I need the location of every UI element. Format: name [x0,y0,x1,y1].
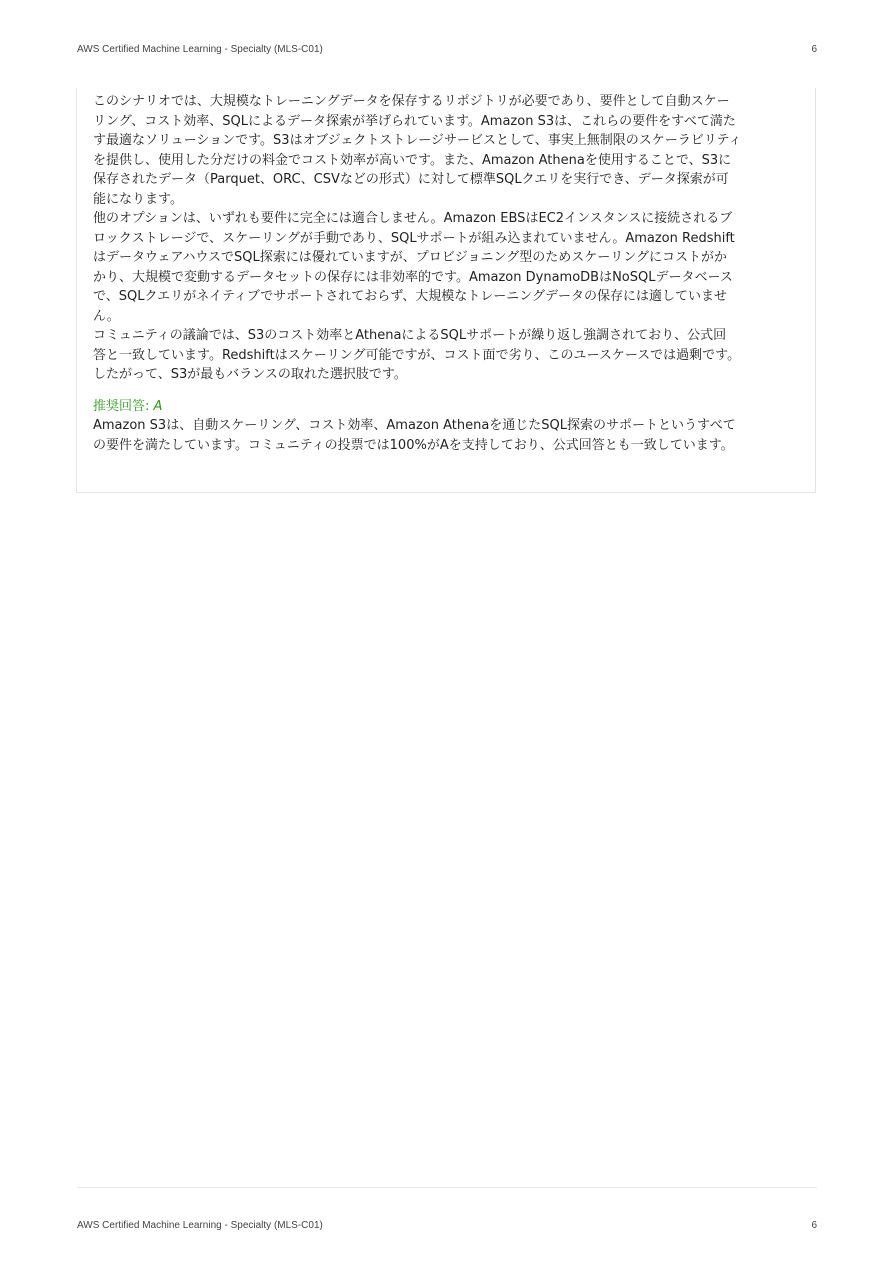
text-line: ん。 [93,308,120,324]
footer-page-number: 6 [811,1220,817,1231]
page-header [77,44,817,55]
page-footer [77,1220,817,1231]
paragraph-community [93,326,813,385]
text-line: したがって、S3が最もバランスの取れた選択肢です。 [93,367,407,382]
footer-divider [77,1187,817,1188]
text-line: かり、大規模で変動するデータセットの保存には非効率的です。Amazon DynamoDBはNoSQLデータベース [93,269,733,285]
text-line: コミュニティの議論では、S3のコスト効率とAthenaによるSQLサポートが繰り返し強調されており、公式回 [93,328,727,343]
text-line: 答と一致しています。Redshiftはスケーリング可能ですが、コスト面で劣り、このユースケースでは過剰です。 [93,347,741,363]
text-line: を提供し、使用した分だけの料金でコスト効率が高いです。また、Amazon Athenaを使用することで、S3に [93,152,732,168]
text-line: 保存されたデータ（Parquet、ORC、CSVなどの形式）に対して標準SQLクエリを実行でき、データ探索が可 [93,172,729,187]
text-line: で、SQLクエリがネイティブでサポートされておらず、大規模なトレーニングデータの保存には適していませ [93,289,727,304]
header-page-number: 6 [811,44,817,55]
recommended-answer-label: 推奨回答: [93,398,150,414]
text-line: す最適なソリューションです。S3はオブジェクトストレージサービスとして、事実上無制限のスケーラビリティ [93,133,742,148]
text-line: はデータウェアハウスでSQL探索には優れていますが、プロビジョニング型のためスケーリングにコストがか [93,250,727,265]
recommended-answer-value: A [153,398,163,414]
recommendation-summary [93,416,813,455]
header-title: AWS Certified Machine Learning - Specialty (MLS-C01) [77,44,323,55]
recommended-answer-heading [93,397,813,417]
explanation-content [93,92,813,455]
paragraph-other-options [93,209,813,326]
footer-title: AWS Certified Machine Learning - Specialty (MLS-C01) [77,1220,323,1231]
text-line: リング、コスト効率、SQLによるデータ探索が挙げられています。Amazon S3は、これらの要件をすべて満た [93,113,736,129]
text-line: 能になります。 [93,191,183,207]
text-line: 他のオプションは、いずれも要件に完全には適合しません。Amazon EBSはEC2インスタンスに接続されるブ [93,211,733,226]
text-line: このシナリオでは、大規模なトレーニングデータを保存するリポジトリが必要であり、要件として自動スケー [93,94,730,109]
text-line: ロックストレージで、スケーリングが手動であり、SQLサポートが組み込まれていません。Amazon Redshift [93,230,735,246]
paragraph-scenario [93,92,813,209]
text-line: Amazon S3は、自動スケーリング、コスト効率、Amazon Athenaを通じたSQL探索のサポートというすべて [93,418,736,433]
text-line: の要件を満たしています。コミュニティの投票では100%がAを支持しており、公式回答とも一致しています。 [93,437,734,453]
